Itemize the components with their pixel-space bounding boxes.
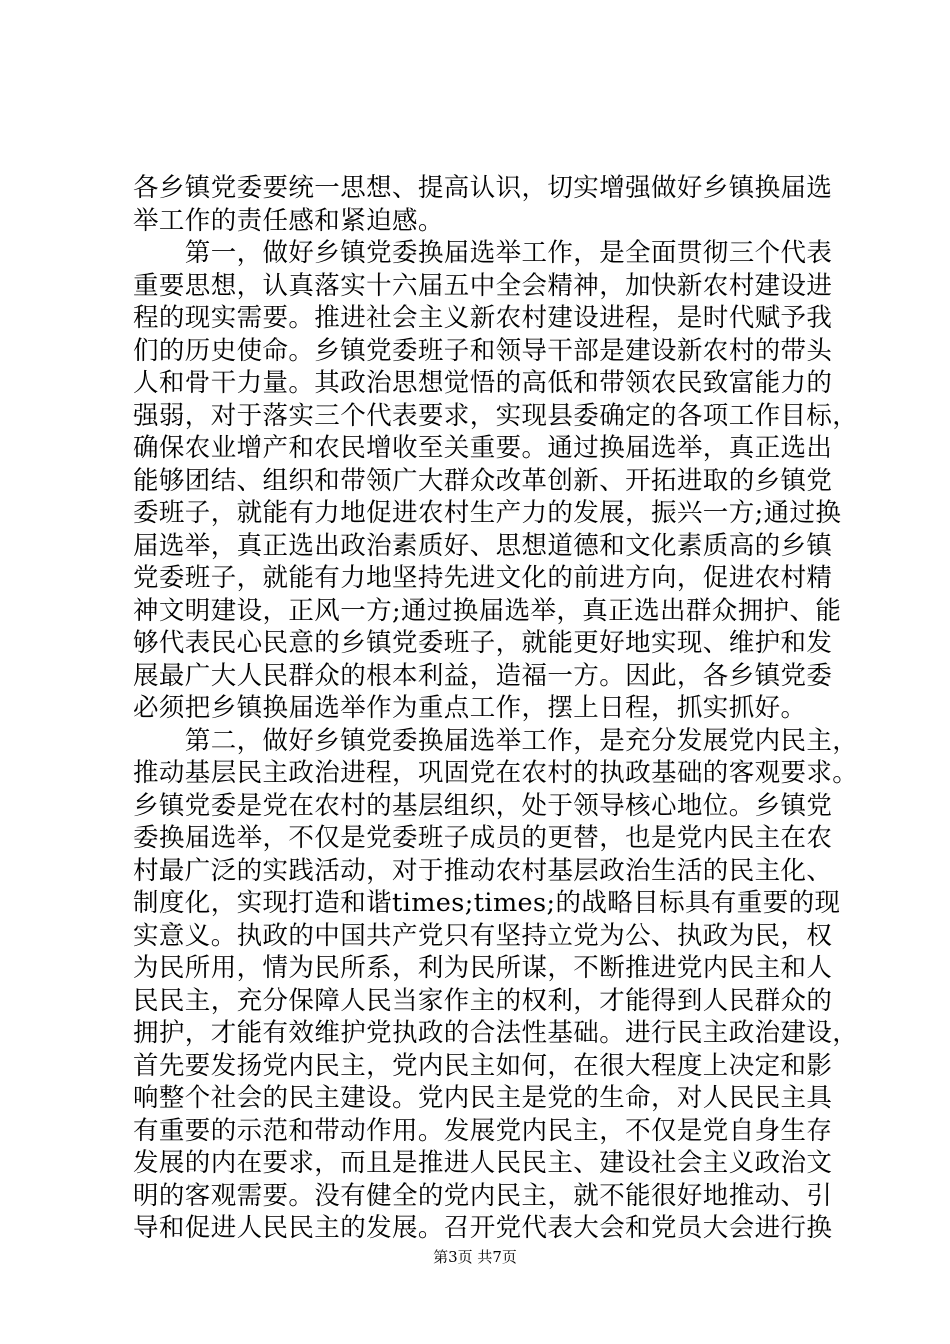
text-line: 村最广泛的实践活动，对于推动农村基层政治生活的民主化、 (133, 855, 833, 886)
text-line: 首先要发扬党内民主，党内民主如何，在很大程度上决定和影 (133, 1050, 833, 1081)
text-line: 各乡镇党委要统一思想、提高认识，切实增强做好乡镇换届选 (133, 173, 833, 203)
text-line: 必须把乡镇换届选举作为重点工作，摆上日程，抓实抓好。 (133, 693, 807, 723)
text-line: 人和骨干力量。其政治思想觉悟的高低和带领农民致富能力的 (133, 368, 833, 398)
text-line: 强弱，对于落实三个代表要求，实现县委确定的各项工作目标， (133, 400, 859, 431)
text-line: 党委班子，就能有力地坚持先进文化的前进方向，促进农村精 (133, 563, 833, 593)
text-line: 推动基层民主政治进程，巩固党在农村的执政基础的客观要求。 (133, 758, 859, 788)
page-footer (0, 1247, 950, 1267)
body-text (133, 172, 859, 1245)
text-line: 响整个社会的民主建设。党内民主是党的生命，对人民民主具 (133, 1083, 833, 1113)
text-line: 导和促进人民民主的发展。召开党代表大会和党员大会进行换 (133, 1213, 833, 1243)
text-line: 神文明建设，正风一方;通过换届选举，真正选出群众拥护、能 (133, 595, 842, 626)
text-line: 展最广大人民群众的根本利益，造福一方。因此，各乡镇党委 (133, 660, 833, 691)
page-number: 第3页 共7页 (433, 1248, 517, 1266)
text-line: 届选举，真正选出政治素质好、思想道德和文化素质高的乡镇 (133, 530, 833, 561)
text-line: 为民所用，情为民所系，利为民所谋，不断推进党内民主和人 (133, 953, 833, 983)
text-line: 程的现实需要。推进社会主义新农村建设进程，是时代赋予我 (133, 303, 833, 333)
text-line: 实意义。执政的中国共产党只有坚持立党为公、执政为民，权 (133, 920, 833, 951)
text-line: 委班子，就能有力地促进农村生产力的发展，振兴一方;通过换 (133, 498, 842, 528)
text-line: 够代表民心民意的乡镇党委班子，就能更好地实现、维护和发 (133, 628, 833, 658)
text-line: 委换届选举，不仅是党委班子成员的更替，也是党内民主在农 (133, 823, 833, 853)
text-line: 第一，做好乡镇党委换届选举工作，是全面贯彻三个代表 (133, 238, 833, 268)
text-line: 第二，做好乡镇党委换届选举工作，是充分发展党内民主， (133, 725, 859, 756)
text-line: 发展的内在要求，而且是推进人民民主、建设社会主义政治文 (133, 1148, 833, 1178)
text-line: 乡镇党委是党在农村的基层组织，处于领导核心地位。乡镇党 (133, 790, 833, 821)
text-line: 明的客观需要。没有健全的党内民主，就不能很好地推动、引 (133, 1180, 833, 1211)
text-line: 制度化，实现打造和谐times;times;的战略目标具有重要的现 (133, 888, 841, 918)
text-line: 拥护，才能有效维护党执政的合法性基础。进行民主政治建设， (133, 1018, 859, 1048)
text-line: 重要思想，认真落实十六届五中全会精神，加快新农村建设进 (133, 270, 833, 301)
text-line: 民民主，充分保障人民当家作主的权利，才能得到人民群众的 (133, 985, 833, 1016)
text-line: 确保农业增产和农民增收至关重要。通过换届选举，真正选出 (133, 433, 833, 463)
text-line: 们的历史使命。乡镇党委班子和领导干部是建设新农村的带头 (133, 335, 833, 366)
text-line: 举工作的责任感和紧迫感。 (133, 205, 444, 236)
text-line: 有重要的示范和带动作用。发展党内民主，不仅是党自身生存 (133, 1115, 833, 1146)
text-line: 能够团结、组织和带领广大群众改革创新、开拓进取的乡镇党 (133, 465, 833, 496)
